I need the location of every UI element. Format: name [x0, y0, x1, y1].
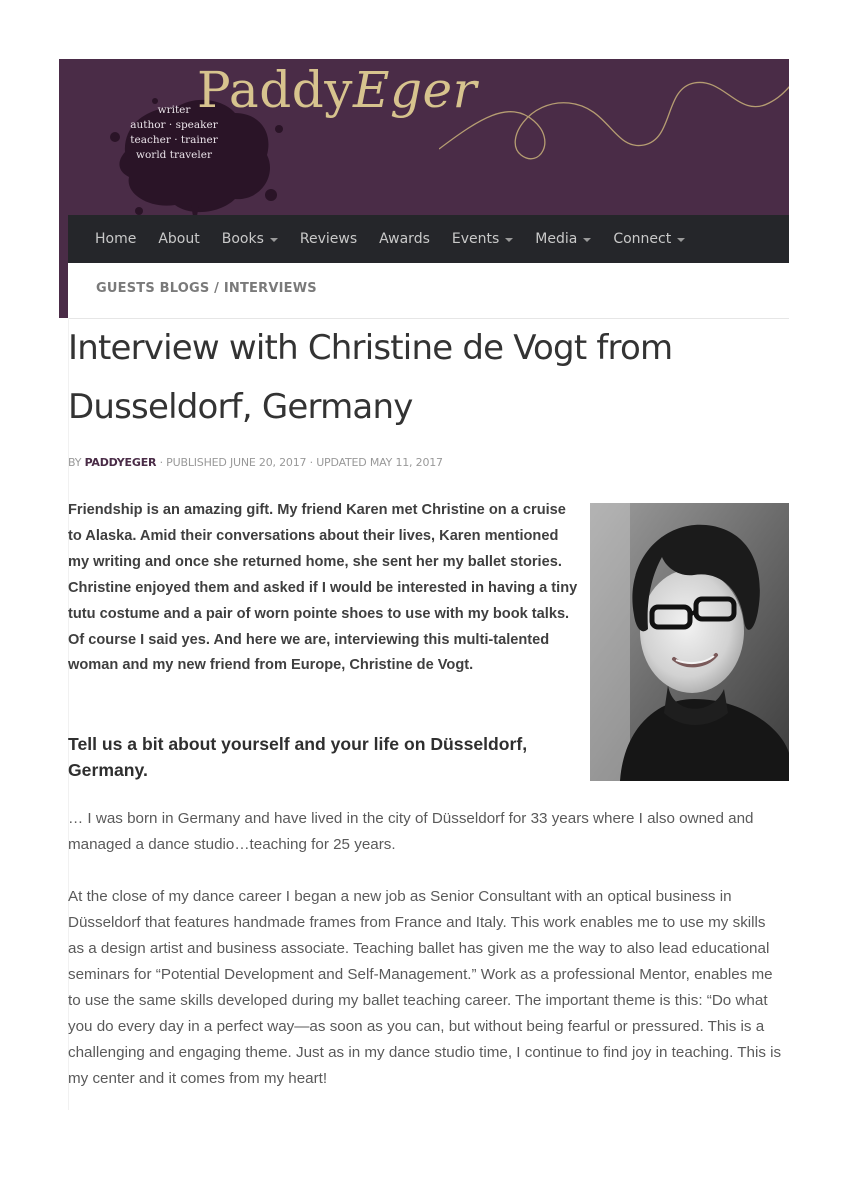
site-logo[interactable]: [197, 61, 477, 119]
nav-connect[interactable]: Connect: [602, 231, 696, 247]
nav-about[interactable]: About: [158, 231, 200, 247]
tagline-teacher-trainer: teacher · trainer: [130, 134, 218, 146]
post-byline: [68, 456, 443, 469]
nav-awards[interactable]: Awards: [379, 231, 430, 247]
nav-home[interactable]: Home: [95, 231, 137, 247]
nav-books[interactable]: Books: [211, 231, 289, 247]
answer-paragraph: … I was born in Germany and have lived in the city of Düsseldorf for 33 years where I also owned and managed a dance studio…teaching for 25 years.: [68, 810, 754, 853]
tagline-writer: writer: [157, 104, 191, 116]
dropdown-caret-icon: [270, 238, 278, 242]
tagline-author-speaker: author · speaker: [130, 119, 218, 131]
byline-prefix: BY: [68, 456, 85, 469]
dropdown-caret-icon: [505, 238, 513, 242]
nav-media[interactable]: Media: [524, 231, 602, 247]
portrait-photo: [590, 503, 789, 781]
category-link[interactable]: GUESTS BLOGS / INTERVIEWS: [96, 281, 317, 296]
category-bar: [68, 263, 789, 319]
publish-dates: · PUBLISHED JUNE 20, 2017 · UPDATED MAY 11, 2017: [156, 456, 443, 469]
nav-events[interactable]: Events: [441, 231, 524, 247]
intro-paragraph: Friendship is an amazing gift. My friend Karen met Christine on a cruise to Alaska. Amid their conversations about their lives, Karen mentioned my writing and once she returned home, she sent her my ballet stories. Christine enjoyed them and asked if I would be interested in having a tiny tutu costume and a pair of worn pointe shoes to use with my book talks. Of course I said yes. And here we are, interviewing this multi-talented woman and my new friend from Europe, Christine de Vogt.: [68, 502, 578, 674]
tagline-world-traveler: world traveler: [136, 149, 212, 161]
brand-first-name: Paddy: [197, 61, 353, 119]
decorative-swirl: [439, 59, 789, 215]
post-title: Interview with Christine de Vogt from Dusseldorf, Germany: [68, 328, 673, 427]
question-heading: Tell us a bit about yourself and your life on Düsseldorf, Germany.: [68, 734, 528, 780]
nav-reviews[interactable]: Reviews: [299, 231, 358, 247]
header-accent-bar: [59, 215, 68, 318]
answer-paragraph: At the close of my dance career I began a new job as Senior Consultant with an optical business in Düsseldorf that features handmade frames from France and Italy. This work enables me to use my skills as a design artist and business associate. Teaching ballet has given me the way to also lead educational seminars for “Potential Development and Self-Management.” Work as a professional Mentor, enables me to use the same skills developed during my ballet teaching career. The important theme is this: “Do what you do every day in a perfect way—as soon as you can, but without being fearful or pressured. This is a challenging and engaging theme. Just as in my dance studio time, I continue to find joy in teaching. This is my center and it comes from my heart!: [68, 888, 782, 1087]
site-header: [59, 59, 789, 215]
dropdown-caret-icon: [677, 238, 685, 242]
main-navigation: [68, 215, 789, 263]
brand-last-name: Eger: [352, 61, 477, 119]
dropdown-caret-icon: [583, 238, 591, 242]
author-link[interactable]: PADDYEGER: [84, 456, 157, 469]
